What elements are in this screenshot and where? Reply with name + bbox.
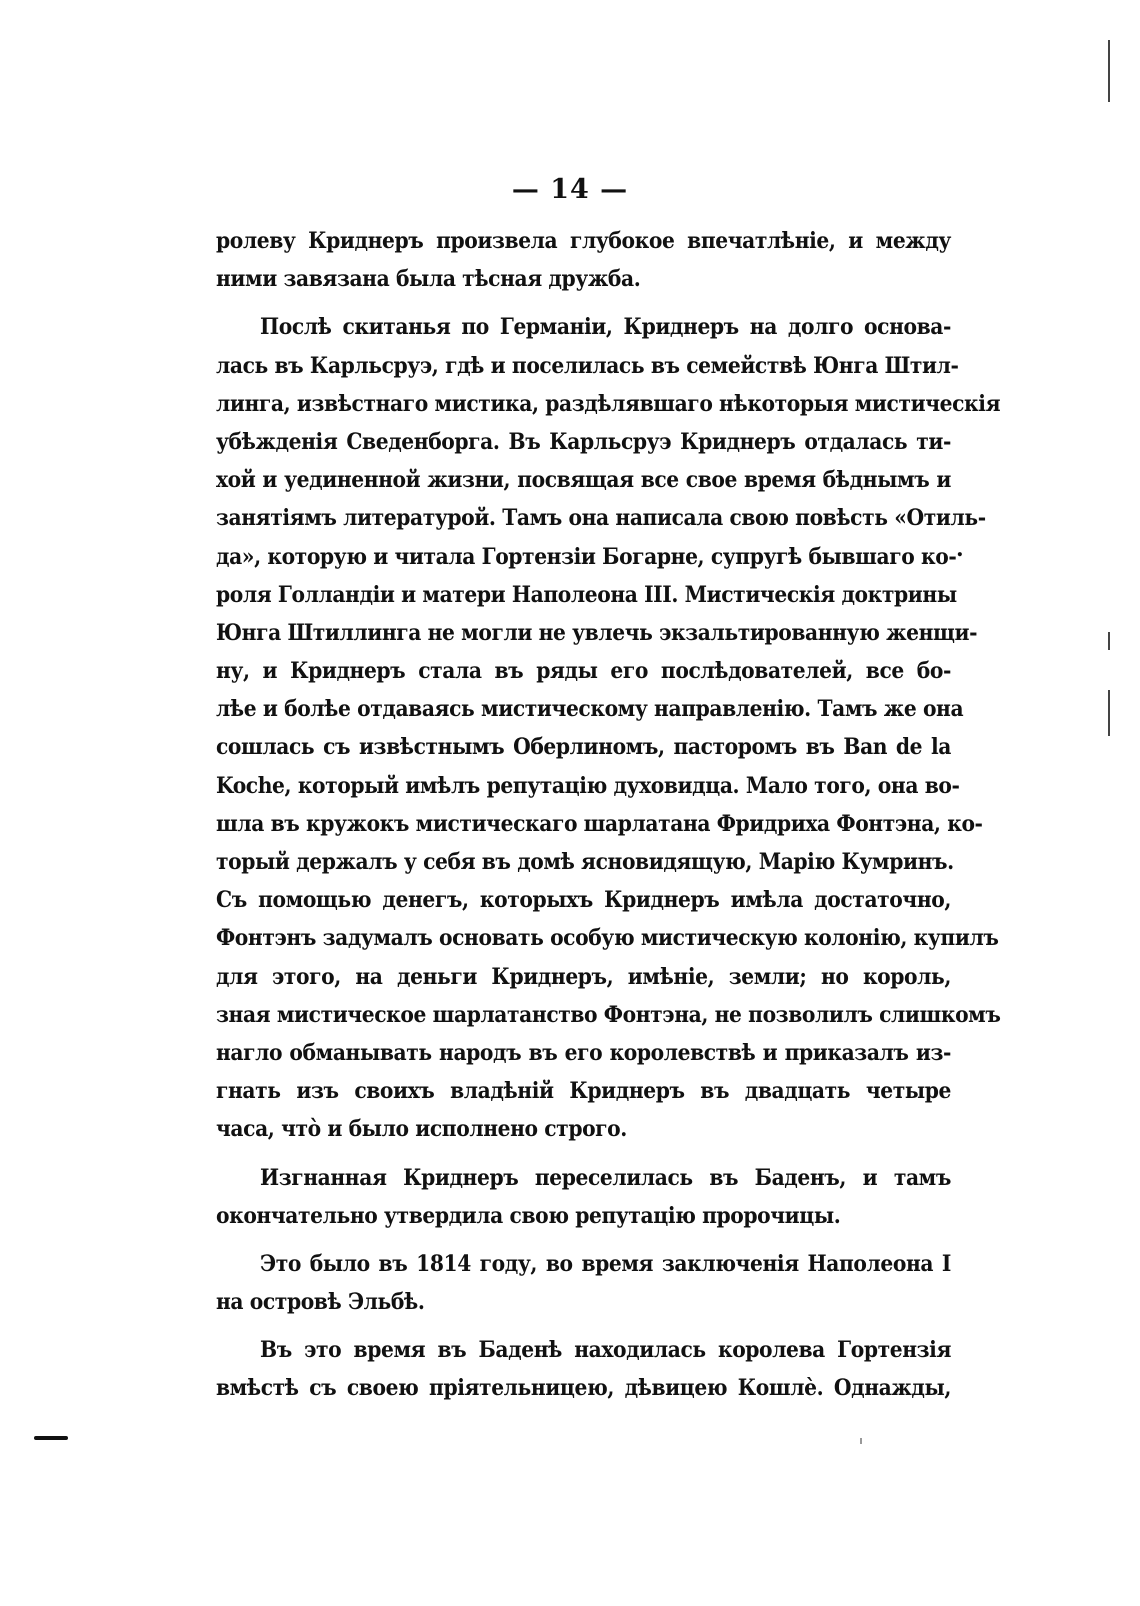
- text-line: сошлась съ извѣстнымъ Оберлиномъ, пасторомъ въ Ban de la: [216, 734, 951, 761]
- text-line: Послѣ скитанья по Германіи, Криднеръ на долго основа-: [260, 314, 951, 341]
- text-line: линга, извѣстнаго мистика, раздѣлявшаго нѣкоторыя мистическія: [216, 390, 1001, 417]
- text-line: Юнга Штиллинга не могли не увлечь экзальтированную женщи-: [216, 619, 978, 646]
- text-line: нагло обманывать народъ въ его королевствѣ и приказалъ из-: [216, 1039, 951, 1066]
- text-line: ними завязана была тѣсная дружба.: [216, 266, 641, 293]
- margin-mark: .: [956, 536, 964, 562]
- text-line: для этого, на деньги Криднеръ, имѣніе, земли; но король,: [216, 963, 951, 990]
- text-line: шла въ кружокъ мистическаго шарлатана Фридриха Фонтэна, ко-: [216, 810, 983, 837]
- text-line: ну, и Криднеръ стала въ ряды его послѣдователей, все бо-: [216, 658, 951, 685]
- text-line: занятіямъ литературой. Тамъ она написала свою повѣсть «Отиль-: [216, 505, 986, 532]
- text-line: убѣжденія Сведенборга. Въ Карльсруэ Криднеръ отдалась ти-: [216, 428, 951, 455]
- text-line: гнать изъ своихъ владѣній Криднеръ въ двадцать четыре: [216, 1078, 951, 1105]
- text-line: хой и уединенной жизни, посвящая все свое время бѣднымъ и: [216, 467, 951, 494]
- scan-edge-mark: [1108, 632, 1110, 650]
- text-line: на островѣ Эльбѣ.: [216, 1289, 425, 1316]
- text-line: часа, что̀ и было исполнено строго.: [216, 1116, 627, 1143]
- text-line: Изгнанная Криднеръ переселилась въ Баденъ, и тамъ: [260, 1164, 951, 1191]
- scan-edge-mark: [1108, 690, 1110, 736]
- text-line: окончательно утвердила свою репутацію пророчицы.: [216, 1202, 841, 1229]
- text-line: Съ помощью денегъ, которыхъ Криднеръ имѣла достаточно,: [216, 887, 951, 914]
- scan-smudge: [34, 1436, 68, 1440]
- scan-edge-mark: [1108, 40, 1110, 102]
- text-line: торый держалъ у себя въ домѣ ясновидящую, Марію Кумринъ.: [216, 849, 954, 875]
- text-line: Фонтэнъ задумалъ основать особую мистическую колонію, купилъ: [216, 925, 999, 952]
- text-line: ролеву Криднеръ произвела глубокое впечатлѣніе, и между: [216, 228, 951, 254]
- body-text: [216, 222, 1001, 1408]
- text-line: Въ это время въ Баденѣ находилась королева Гортензія: [260, 1337, 951, 1364]
- text-line: лась въ Карльсруэ, гдѣ и поселилась въ семействѣ Юнга Штил-: [216, 352, 959, 379]
- scan-dust: [860, 1438, 862, 1444]
- page-number: — 14 —: [511, 174, 629, 205]
- text-line: зная мистическое шарлатанство Фонтэна, не позволилъ слишкомъ: [216, 1001, 1001, 1028]
- text-line: Koche, который имѣлъ репутацію духовидца. Мало того, она во-: [216, 772, 960, 799]
- text-line: вмѣстѣ съ своею пріятельницею, дѣвицею Кошлѐ. Однажды,: [216, 1375, 951, 1402]
- text-line: Это было въ 1814 году, во время заключенія Наполеона I: [260, 1250, 951, 1277]
- text-line: лѣе и болѣе отдаваясь мистическому направленію. Тамъ же она: [216, 696, 964, 723]
- text-line: роля Голландіи и матери Наполеона III. Мистическія доктрины: [216, 581, 957, 608]
- text-line: да», которую и читала Гортензіи Богарне, супругѣ бывшаго ко-: [216, 543, 957, 570]
